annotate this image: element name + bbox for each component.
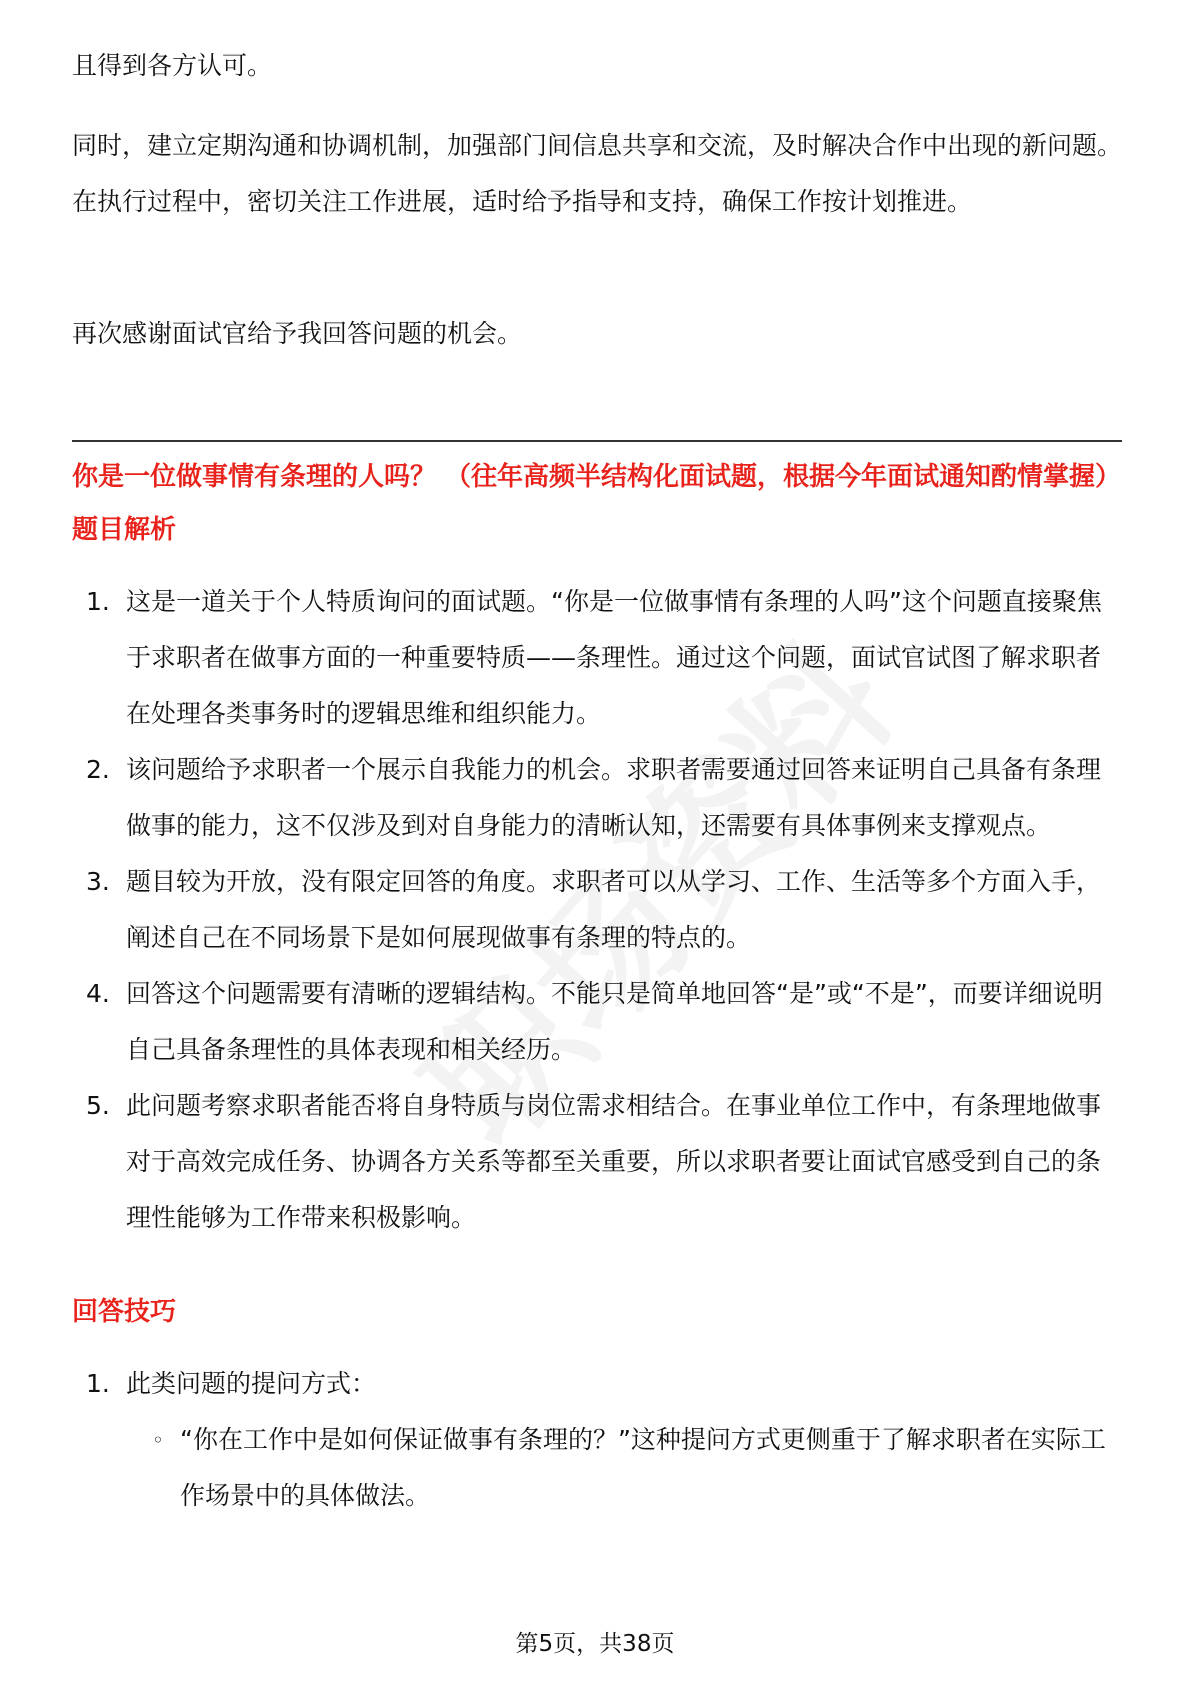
- tips-sublist: [152, 1412, 1122, 1524]
- section-divider: [72, 440, 1122, 442]
- list-item-text: 这是一道关于个人特质询问的面试题。“你是一位做事情有条理的人吗”这个问题直接聚焦于求职者在做事方面的一种重要特质——条理性。通过这个问题，面试官试图了解求职者在处理各类事务时的逻辑思维和组织能力。: [126, 587, 1102, 728]
- list-item-text: 此问题考察求职者能否将自身特质与岗位需求相结合。在事业单位工作中，有条理地做事对于高效完成任务、协调各方关系等都至关重要，所以求职者要让面试官感受到自己的条理性能够为工作带来积极影响。: [126, 1091, 1102, 1232]
- list-item-text: 该问题给予求职者一个展示自我能力的机会。求职者需要通过回答来证明自己具备有条理做事的能力，这不仅涉及到对自身能力的清晰认知，还需要有具体事例来支撑观点。: [126, 755, 1102, 840]
- list-item: [72, 1078, 1122, 1246]
- list-item: [72, 966, 1122, 1078]
- list-item-text: 此类问题的提问方式：: [126, 1369, 377, 1398]
- list-number: 5.: [86, 1091, 110, 1120]
- tips-heading: 回答技巧: [72, 1297, 177, 1327]
- sub-list-item: [152, 1412, 1122, 1524]
- paragraph-continuation: 且得到各方认可。: [72, 51, 273, 80]
- list-item-text: 回答这个问题需要有清晰的逻辑结构。不能只是简单地回答“是”或“不是”，而要详细说明自己具备条理性的具体表现和相关经历。: [126, 979, 1103, 1064]
- sub-list-item-text: “你在工作中是如何保证做事有条理的？”这种提问方式更侧重于了解求职者在实际工作场景中的具体做法。: [180, 1425, 1106, 1510]
- list-number: 2.: [86, 755, 110, 784]
- list-number: 3.: [86, 867, 110, 896]
- page-number-footer: 第5页，共38页: [515, 1631, 675, 1657]
- analysis-list: [72, 574, 1122, 1246]
- tips-list: [72, 1356, 1122, 1412]
- list-item: [72, 1356, 1122, 1412]
- list-number: 1.: [86, 1369, 110, 1398]
- analysis-heading: 题目解析: [72, 515, 177, 545]
- list-number: 4.: [86, 979, 110, 1008]
- hollow-bullet-icon: ◦: [152, 1428, 164, 1452]
- list-item-text: 题目较为开放，没有限定回答的角度。求职者可以从学习、工作、生活等多个方面入手，阐述自己在不同场景下是如何展现做事有条理的特点的。: [126, 867, 1102, 952]
- list-item: [72, 854, 1122, 966]
- list-number: 1.: [86, 587, 110, 616]
- question-title: 你是一位做事情有条理的人吗？ （往年高频半结构化面试题，根据今年面试通知酌情掌握）: [72, 462, 1122, 492]
- list-item: [72, 742, 1122, 854]
- paragraph-coordination: 同时，建立定期沟通和协调机制，加强部门间信息共享和交流，及时解决合作中出现的新问题。在执行过程中，密切关注工作进展，适时给予指导和支持，确保工作按计划推进。: [72, 131, 1123, 216]
- paragraph-thanks: 再次感谢面试官给予我回答问题的机会。: [72, 319, 523, 348]
- list-item: [72, 574, 1122, 742]
